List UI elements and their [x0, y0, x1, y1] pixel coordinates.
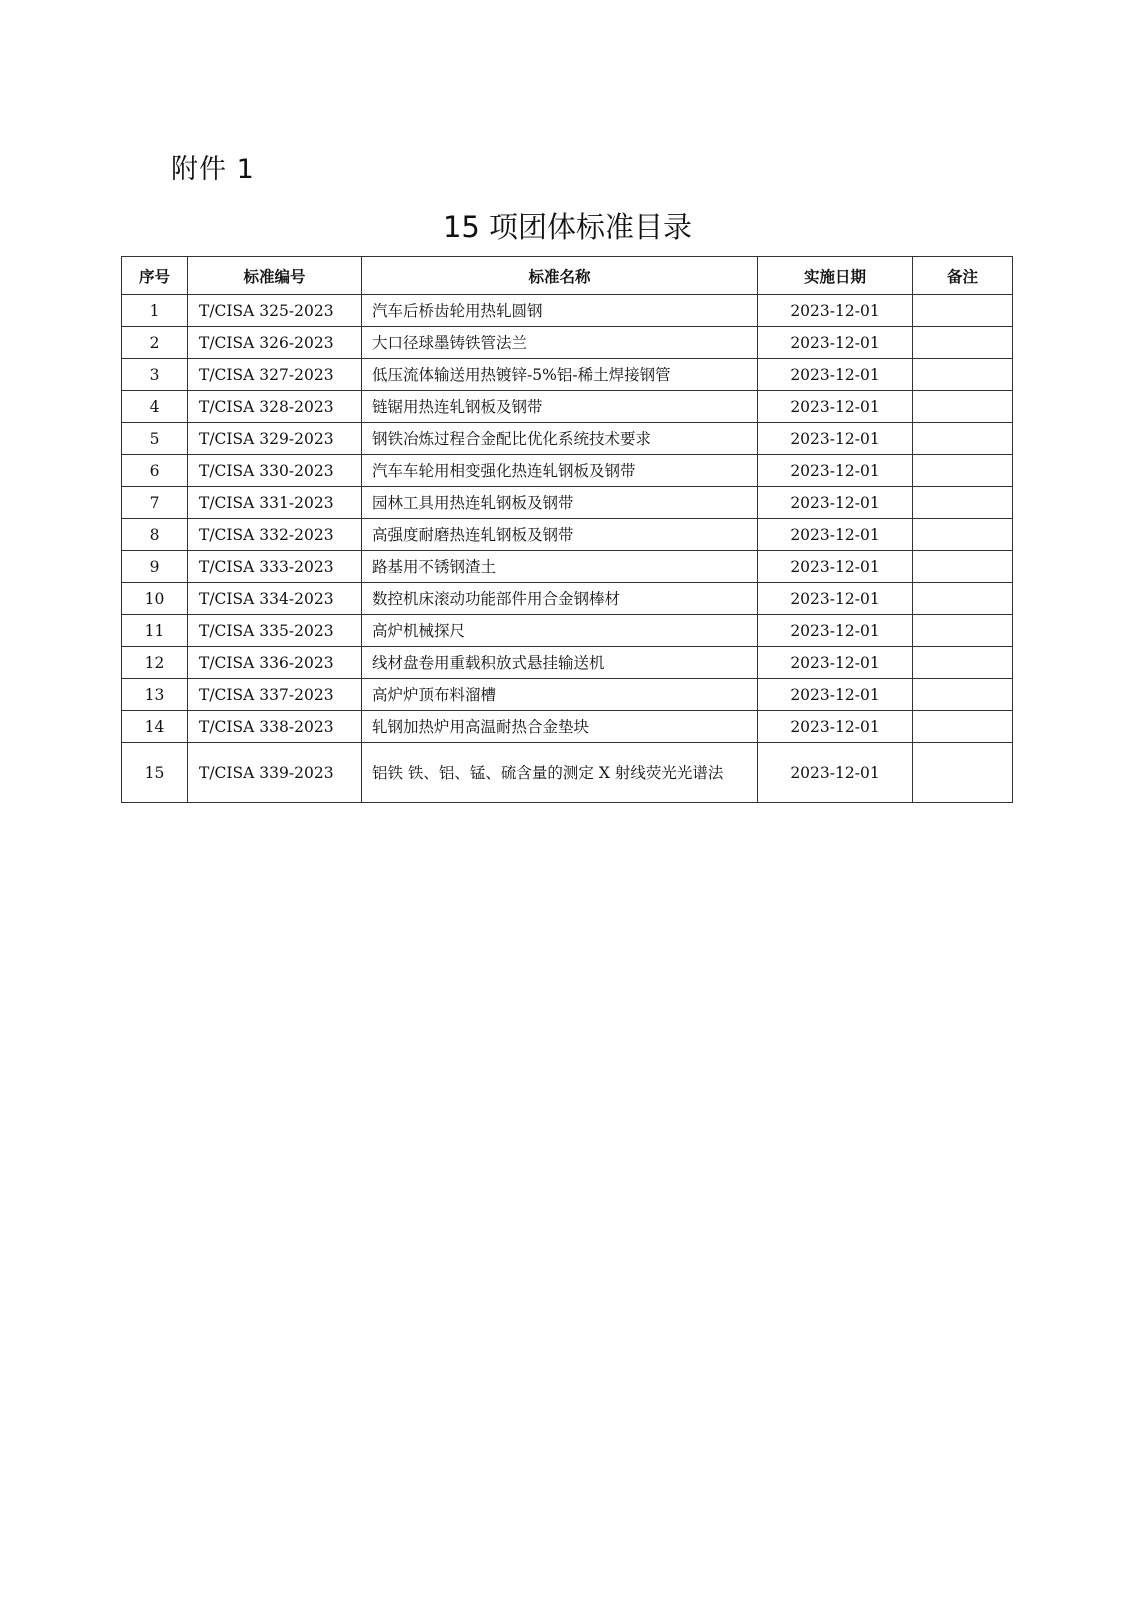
table-row [122, 391, 1013, 423]
row-code: T/CISA 331-2023 [188, 487, 362, 519]
row-name: 数控机床滚动功能部件用合金钢棒材 [362, 583, 758, 615]
row-name: 园林工具用热连轧钢板及钢带 [362, 487, 758, 519]
standards-table [121, 256, 1013, 803]
row-remark [913, 615, 1013, 647]
header-remark: 备注 [913, 257, 1013, 295]
row-remark [913, 359, 1013, 391]
row-no: 5 [122, 423, 188, 455]
row-date: 2023-12-01 [758, 647, 913, 679]
table-row [122, 423, 1013, 455]
row-name: 高炉炉顶布料溜槽 [362, 679, 758, 711]
row-code: T/CISA 339-2023 [188, 743, 362, 803]
table-row [122, 487, 1013, 519]
row-remark [913, 423, 1013, 455]
row-remark [913, 679, 1013, 711]
row-name: 汽车车轮用相变强化热连轧钢板及钢带 [362, 455, 758, 487]
row-code: T/CISA 325-2023 [188, 295, 362, 327]
row-no: 7 [122, 487, 188, 519]
header-code: 标准编号 [188, 257, 362, 295]
row-no: 8 [122, 519, 188, 551]
row-code: T/CISA 333-2023 [188, 551, 362, 583]
row-remark [913, 455, 1013, 487]
row-date: 2023-12-01 [758, 359, 913, 391]
row-date: 2023-12-01 [758, 295, 913, 327]
row-code: T/CISA 327-2023 [188, 359, 362, 391]
table-row [122, 551, 1013, 583]
row-remark [913, 295, 1013, 327]
table-row [122, 743, 1013, 803]
row-name: 高炉机械探尺 [362, 615, 758, 647]
row-code: T/CISA 330-2023 [188, 455, 362, 487]
row-date: 2023-12-01 [758, 455, 913, 487]
row-name: 铝铁 铁、铝、锰、硫含量的测定 X 射线荧光光谱法 [362, 743, 758, 803]
row-no: 10 [122, 583, 188, 615]
row-remark [913, 743, 1013, 803]
table-row [122, 359, 1013, 391]
table-header-row [122, 257, 1013, 295]
row-name: 大口径球墨铸铁管法兰 [362, 327, 758, 359]
row-no: 9 [122, 551, 188, 583]
header-name: 标准名称 [362, 257, 758, 295]
row-date: 2023-12-01 [758, 519, 913, 551]
row-no: 11 [122, 615, 188, 647]
row-remark [913, 391, 1013, 423]
table-row [122, 679, 1013, 711]
row-date: 2023-12-01 [758, 423, 913, 455]
row-date: 2023-12-01 [758, 327, 913, 359]
row-no: 6 [122, 455, 188, 487]
row-date: 2023-12-01 [758, 679, 913, 711]
table-row [122, 455, 1013, 487]
table-row [122, 615, 1013, 647]
row-date: 2023-12-01 [758, 615, 913, 647]
attachment-label: 附件 1 [171, 154, 255, 185]
row-no: 14 [122, 711, 188, 743]
row-date: 2023-12-01 [758, 391, 913, 423]
header-no: 序号 [122, 257, 188, 295]
row-name: 汽车后桥齿轮用热轧圆钢 [362, 295, 758, 327]
row-remark [913, 487, 1013, 519]
table-row [122, 295, 1013, 327]
row-date: 2023-12-01 [758, 583, 913, 615]
row-name: 路基用不锈钢渣土 [362, 551, 758, 583]
table-row [122, 711, 1013, 743]
row-no: 4 [122, 391, 188, 423]
row-name: 低压流体输送用热镀锌-5%铝-稀土焊接钢管 [362, 359, 758, 391]
table-row [122, 583, 1013, 615]
row-no: 12 [122, 647, 188, 679]
row-no: 15 [122, 743, 188, 803]
row-code: T/CISA 335-2023 [188, 615, 362, 647]
row-date: 2023-12-01 [758, 551, 913, 583]
row-code: T/CISA 336-2023 [188, 647, 362, 679]
row-name: 链锯用热连轧钢板及钢带 [362, 391, 758, 423]
row-no: 1 [122, 295, 188, 327]
table-row [122, 519, 1013, 551]
row-name: 高强度耐磨热连轧钢板及钢带 [362, 519, 758, 551]
row-code: T/CISA 328-2023 [188, 391, 362, 423]
row-code: T/CISA 326-2023 [188, 327, 362, 359]
row-remark [913, 551, 1013, 583]
row-no: 2 [122, 327, 188, 359]
row-name: 线材盘卷用重载积放式悬挂输送机 [362, 647, 758, 679]
table-row [122, 327, 1013, 359]
row-remark [913, 519, 1013, 551]
row-remark [913, 327, 1013, 359]
row-date: 2023-12-01 [758, 743, 913, 803]
row-remark [913, 647, 1013, 679]
row-code: T/CISA 329-2023 [188, 423, 362, 455]
row-name: 钢铁冶炼过程合金配比优化系统技术要求 [362, 423, 758, 455]
row-remark [913, 583, 1013, 615]
row-date: 2023-12-01 [758, 711, 913, 743]
row-remark [913, 711, 1013, 743]
table-row [122, 647, 1013, 679]
row-code: T/CISA 334-2023 [188, 583, 362, 615]
header-date: 实施日期 [758, 257, 913, 295]
row-name: 轧钢加热炉用高温耐热合金垫块 [362, 711, 758, 743]
document-title: 15 项团体标准目录 [442, 210, 693, 244]
row-date: 2023-12-01 [758, 487, 913, 519]
row-no: 3 [122, 359, 188, 391]
row-code: T/CISA 332-2023 [188, 519, 362, 551]
row-code: T/CISA 338-2023 [188, 711, 362, 743]
row-code: T/CISA 337-2023 [188, 679, 362, 711]
row-no: 13 [122, 679, 188, 711]
